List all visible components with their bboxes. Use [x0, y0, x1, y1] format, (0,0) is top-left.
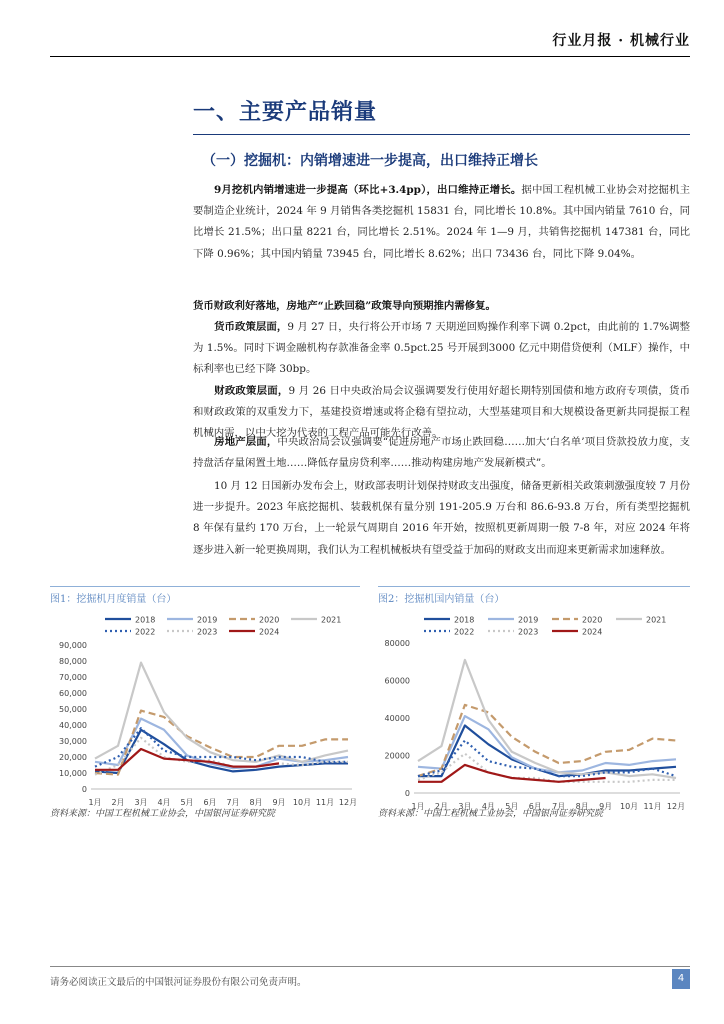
chart-1-svg	[50, 605, 360, 810]
subsection-title: （一）挖掘机：内销增速进一步提高，出口维持正增长	[202, 153, 538, 169]
x-tick-label: 6月	[203, 798, 217, 807]
legend-label-2021: 2021	[321, 615, 342, 625]
x-tick-label: 10月	[292, 798, 312, 807]
y-tick-label: 90,000	[59, 641, 87, 650]
legend-label-2020: 2020	[582, 615, 603, 625]
x-tick-label: 3月	[134, 798, 148, 807]
chart-1-source: 资料来源：中国工程机械工业协会，中国银河证券研究院	[50, 809, 276, 819]
paragraph-3-lead: 货币政策层面，	[214, 321, 288, 333]
paragraph-5-body: 中央政治局会议强调要“促进房地产市场止跌回稳……加大‘白名单’项目贷款投放力度，支持盘活存量闲置土地……降低存量房贷利率……推动构建房地产发展新模式”。	[193, 436, 691, 470]
paragraph-1	[193, 180, 690, 265]
series-line-2020	[418, 705, 676, 776]
paragraph-1-lead: 9月挖机内销增速进一步提高（环比+3.4pp），出口维持正增长。	[214, 184, 522, 196]
x-tick-label: 7月	[226, 798, 240, 807]
x-tick-label: 11月	[315, 798, 335, 807]
x-tick-label: 11月	[643, 802, 662, 810]
chart-2-svg	[378, 605, 690, 810]
y-tick-label: 80000	[384, 639, 410, 648]
footer-divider	[50, 966, 690, 967]
y-tick-label: 0	[404, 789, 410, 798]
legend-label-2018: 2018	[135, 615, 156, 625]
paragraph-4-lead: 财政政策层面，	[214, 385, 289, 397]
section-divider	[193, 134, 690, 135]
y-tick-label: 70,000	[59, 673, 87, 682]
legend-label-2021: 2021	[646, 615, 667, 625]
x-tick-label: 12月	[666, 802, 686, 810]
y-tick-label: 20,000	[59, 753, 87, 762]
x-tick-label: 2月	[111, 798, 125, 807]
x-tick-label: 10月	[619, 802, 639, 810]
y-tick-label: 20000	[384, 751, 410, 761]
chart-2-source: 资料来源：中国工程机械工业协会，中国银河证券研究院	[378, 809, 604, 819]
y-tick-label: 0	[81, 785, 87, 794]
x-tick-label: 9月	[272, 798, 286, 807]
legend-label-2023: 2023	[518, 627, 539, 637]
header-divider	[50, 56, 690, 57]
chart-2-container	[378, 586, 690, 812]
legend-label-2022: 2022	[454, 627, 475, 637]
x-tick-label: 6月	[528, 802, 542, 810]
legend-label-2018: 2018	[454, 615, 475, 625]
chart-1-title: 图1：挖掘机月度销量（台）	[50, 594, 177, 605]
paragraph-3-body: 9 月 27 日，央行将公开市场 7 天期逆回购操作利率下调 0.2pct，由此前的 1.7%调整为 1.5%。同时下调金融机构存款准备金率 0.5pct.25 号开展到3000 亿元中期借贷便利（MLF）操作，中标利率也已经下降 30bp。	[193, 321, 691, 376]
paragraph-2-text: 货币财政利好落地，房地产“止跌回稳”政策导向预期推内需修复。	[193, 300, 496, 312]
x-tick-label: 5月	[505, 802, 519, 810]
x-tick-label: 3月	[458, 802, 472, 810]
legend-label-2024: 2024	[259, 627, 280, 637]
chart-2-title: 图2：挖掘机国内销量（台）	[378, 594, 505, 605]
legend-label-2024: 2024	[582, 627, 603, 637]
legend-label-2019: 2019	[197, 615, 218, 625]
x-tick-label: 9月	[599, 802, 613, 810]
paragraph-5	[193, 432, 690, 474]
chart-1-container	[50, 586, 360, 812]
y-tick-label: 60000	[384, 676, 410, 686]
section-title: 一、主要产品销量	[193, 99, 378, 125]
footer-disclaimer: 请务必阅读正文最后的中国银河证券股份有限公司免责声明。	[50, 977, 307, 988]
paragraph-3	[193, 317, 690, 381]
y-tick-label: 80,000	[59, 657, 87, 666]
y-tick-label: 30,000	[59, 737, 87, 746]
page-number: 4	[672, 969, 690, 989]
x-tick-label: 1月	[411, 802, 425, 810]
x-tick-label: 4月	[481, 802, 495, 810]
paragraph-4-body: 9 月 26 日中央政治局会议强调要发行使用好超长期特别国债和地方政府专项债，货币和财政政策的双重发力下，基建投资增速或将企稳有望拉动，大型基建项目和大规模设备更新共同提振工程机械内需，以中大挖为代表的工程产品可能先行改善。	[193, 385, 690, 440]
paragraph-6	[193, 476, 690, 561]
x-tick-label: 4月	[157, 798, 171, 807]
x-tick-label: 8月	[249, 798, 263, 807]
x-tick-label: 8月	[575, 802, 589, 810]
x-tick-label: 1月	[88, 798, 102, 807]
legend-label-2023: 2023	[197, 627, 218, 637]
x-tick-label: 5月	[180, 798, 194, 807]
x-tick-label: 7月	[552, 802, 566, 810]
y-tick-label: 10,000	[59, 769, 87, 778]
x-tick-label: 12月	[338, 798, 358, 807]
series-line-2021	[418, 660, 676, 778]
y-tick-label: 40,000	[59, 721, 87, 730]
paragraph-2	[193, 296, 690, 317]
legend-label-2020: 2020	[259, 615, 280, 625]
paragraph-6-text: 10 月 12 日国新办发布会上，财政部表明计划保持财政支出强度，储备更新相关政策刺激强度较 7 月份进一步提升。2023 年底挖掘机、装载机保有量分别 191-205.9 万台和 86.6-93.8 万台，所有类型挖掘机 8 年保有量约 170 万台，上一轮景气周期自 2016 年开始，按照机更新周期一般 7-8 年，对应 2024 年将逐步进入新一轮更换周期，我们认为工程机械板块有望受益于加码的财政支出而迎来更新需求加速释放。	[193, 480, 690, 556]
paragraph-1-body: 据中国工程机械工业协会对挖掘机主要制造企业统计，2024 年 9 月销售各类挖掘机 15831 台，同比增长 10.8%。其中国内销量 7610 台，同比增长 21.5%；出口量 8221 台，同比增长 2.51%。2024 年 1—9 月，共销售挖掘机 147381 台，同比下降 0.96%；其中国内销量 73945 台，同比增长 8.62%；出口 73436 台，同比下降 9.04%。	[193, 184, 691, 260]
legend-label-2022: 2022	[135, 627, 156, 637]
y-tick-label: 50,000	[59, 705, 87, 714]
y-tick-label: 60,000	[59, 689, 87, 698]
paragraph-5-lead: 房地产层面，	[214, 436, 278, 448]
y-tick-label: 40000	[384, 714, 410, 723]
legend-label-2019: 2019	[518, 615, 539, 625]
report-header-title: 行业月报 · 机械行业	[552, 33, 690, 49]
x-tick-label: 2月	[434, 802, 449, 810]
